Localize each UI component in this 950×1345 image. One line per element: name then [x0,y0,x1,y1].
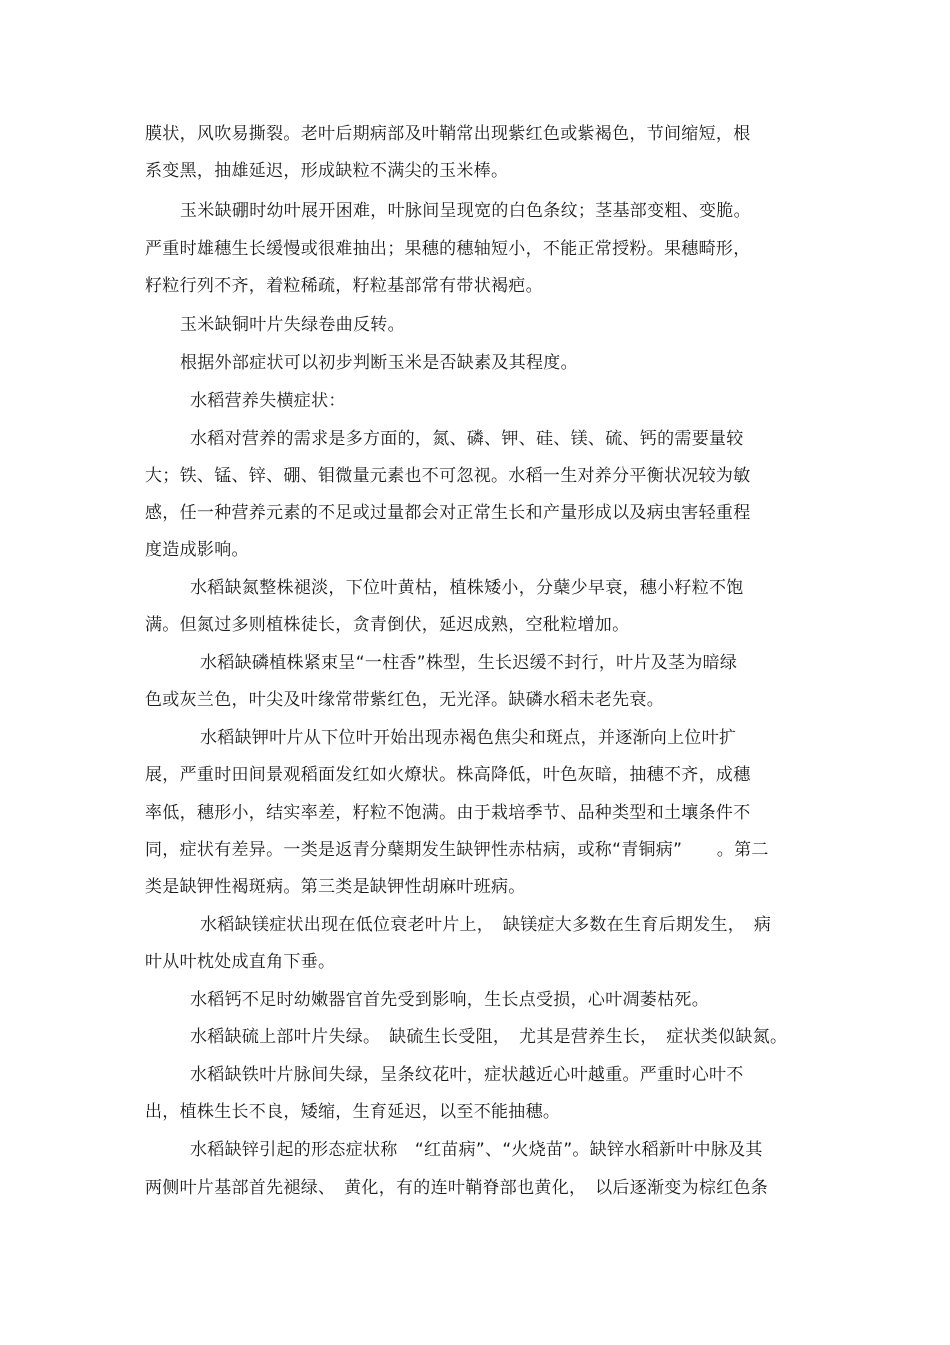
text-line: 严重时雄穗生长缓慢或很难抽出；果穗的穗轴短小，不能正常授粉。果穗畸形， [145,239,751,259]
text-line: 满。但氮过多则植株徒长，贪青倒伏，延迟成熟，空秕粒增加。 [145,615,630,635]
text-line: 展，严重时田间景观稻面发红如火燎状。株高降低，叶色灰暗，抽穗不齐，成穗 [145,765,751,785]
text-line: 色或灰兰色，叶尖及叶缘常带紫红色，无光泽。缺磷水稻未老先衰。 [145,690,664,710]
text-line: 水稻缺硫上部叶片失绿。 缺硫生长受阻， 尤其是营养生长， 症状类似缺氮。 [190,1027,788,1047]
text-line: 玉米缺铜叶片失绿卷曲反转。 [180,315,405,335]
text-line: 水稻缺钾叶片从下位叶开始出现赤褐色焦尖和斑点，并逐渐向上位叶扩 [200,728,737,748]
text-line: 度造成影响。 [145,540,249,560]
text-line: 叶从叶枕处成直角下垂。 [145,952,336,972]
text-line: 率低，穗形小，结实率差，籽粒不饱满。由于栽培季节、品种类型和土壤条件不 [145,803,751,823]
text-line: 系变黑，抽雄延迟，形成缺粒不满尖的玉米棒。 [145,161,509,181]
text-line: 水稻缺铁叶片脉间失绿，呈条纹花叶，症状越近心叶越重。严重时心叶不 [190,1065,744,1085]
text-line: 大；铁、锰、锌、硼、钼微量元素也不可忽视。水稻一生对养分平衡状况较为敏 [145,466,751,486]
text-line: 类是缺钾性褐斑病。第三类是缺钾性胡麻叶班病。 [145,877,526,897]
text-line: 水稻缺锌引起的形态症状称 “红苗病”、“火烧苗”。缺锌水稻新叶中脉及其 [190,1140,763,1160]
text-line: 两侧叶片基部首先褪绿、 黄化，有的连叶鞘脊部也黄化， 以后逐渐变为棕红色条 [145,1178,769,1198]
text-line: 膜状，风吹易撕裂。老叶后期病部及叶鞘常出现紫红色或紫褐色，节间缩短，根 [145,124,751,144]
text-line: 根据外部症状可以初步判断玉米是否缺素及其程度。 [180,353,578,373]
text-line: 玉米缺硼时幼叶展开困难，叶脉间呈现宽的白色条纹；茎基部变粗、变脆。 [180,201,751,221]
text-line: 水稻缺磷植株紧束呈“一柱香”株型，生长迟缓不封行，叶片及茎为暗绿 [200,653,738,673]
text-line: 水稻钙不足时幼嫩器官首先受到影响，生长点受损，心叶凋萎枯死。 [190,990,709,1010]
text-line: 出，植株生长不良，矮缩，生育延迟，以至不能抽穗。 [145,1102,561,1122]
text-line: 籽粒行列不齐，着粒稀疏，籽粒基部常有带状褐疤。 [145,276,543,296]
section-heading: 水稻营养失横症状： [190,391,346,411]
text-line: 水稻缺氮整株褪淡，下位叶黄枯，植株矮小，分蘖少早衰，穗小籽粒不饱 [190,578,744,598]
text-line: 感，任一种营养元素的不足或过量都会对正常生长和产量形成以及病虫害轻重程 [145,503,751,523]
text-line: 水稻对营养的需求是多方面的，氮、磷、钾、硅、镁、硫、钙的需要量较 [190,429,744,449]
text-line: 同，症状有差异。一类是返青分蘖期发生缺钾性赤枯病，或称“青铜病” 。第二 [145,840,769,860]
text-line: 水稻缺镁症状出现在低位衰老叶片上， 缺镁症大多数在生育后期发生， 病 [200,915,772,935]
